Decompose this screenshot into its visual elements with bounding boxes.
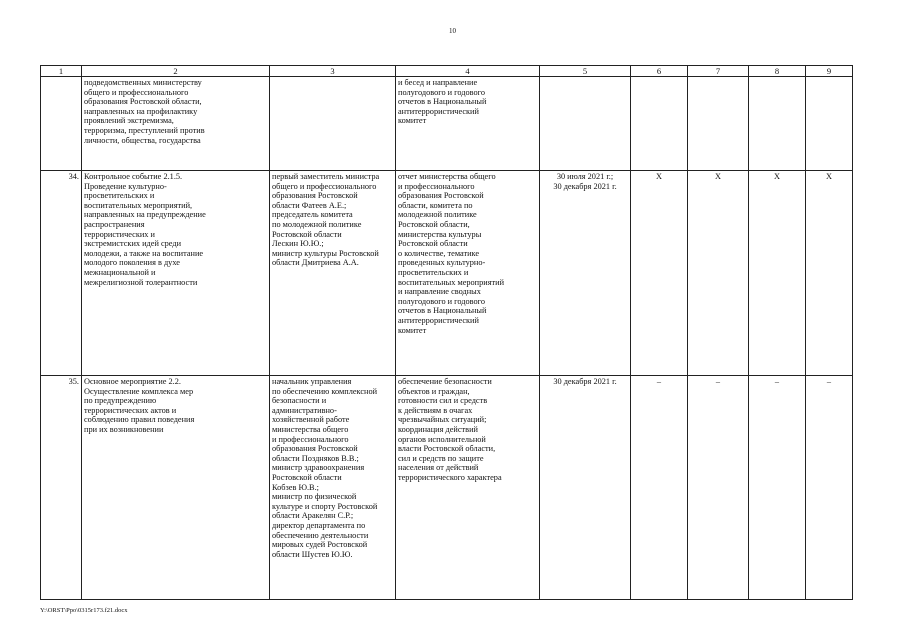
column-header: 1 xyxy=(41,66,82,77)
column-header: 9 xyxy=(806,66,853,77)
col9-value: Х xyxy=(806,171,853,376)
responsible-person: начальник управления по обеспечению комплексной безопасности и административно- хозяйственной работе министерства общего и профессионального образования Ростовской области Поздняков В.В.; министр здравоохранения Ростовской области Кобзев Ю.В.; министр по физической культуре и спорту Ростовской области Аракелян С.Р.; директор департамента по обеспечению деятельности мировых судей Ростовской области Шустев Ю.Ю. xyxy=(270,376,396,600)
table-row xyxy=(41,376,853,600)
table-row xyxy=(41,171,853,376)
col8-value xyxy=(749,77,806,171)
measure-name: Основное мероприятие 2.2. Осуществление комплекса мер по предупреждению террористических актов и соблюдению правил поведения при их возникновении xyxy=(82,376,270,600)
col7-value: – xyxy=(688,376,749,600)
measure-name: Контрольное событие 2.1.5. Проведение культурно- просветительских и воспитательных мероприятий, направленных на предупреждение распространения террористических и экстремистских идей среди молодежи, а также на воспитание молодого поколения в духе межнациональной и межрелигиозной толерантности xyxy=(82,171,270,376)
col8-value: – xyxy=(749,376,806,600)
row-number: 35. xyxy=(41,376,82,600)
responsible-person xyxy=(270,77,396,171)
table-row xyxy=(41,77,853,171)
expected-result: обеспечение безопасности объектов и граждан, готовности сил и средств к действиям в очагах чрезвычайных ситуаций; координация действий органов исполнительной власти Ростовской области, сил и средств по защите населения от действий террористического характера xyxy=(396,376,540,600)
column-header: 5 xyxy=(540,66,631,77)
col9-value: – xyxy=(806,376,853,600)
col8-value: Х xyxy=(749,171,806,376)
expected-result: и бесед и направление полугодового и годового отчетов в Национальный антитеррористический комитет xyxy=(396,77,540,171)
col7-value xyxy=(688,77,749,171)
header-row xyxy=(41,66,853,77)
column-header: 8 xyxy=(749,66,806,77)
measures-table xyxy=(40,65,853,600)
column-header: 3 xyxy=(270,66,396,77)
col6-value: – xyxy=(631,376,688,600)
deadline xyxy=(540,77,631,171)
deadline: 30 июля 2021 г.; 30 декабря 2021 г. xyxy=(540,171,631,376)
responsible-person: первый заместитель министра общего и профессионального образования Ростовской области Фатеев А.Е.; председатель комитета по молодежной политике Ростовской области Лескин Ю.Ю.; министр культуры Ростовской области Дмитриева А.А. xyxy=(270,171,396,376)
file-path-footer: Y:\ORST\Ppo\0315r173.f21.docx xyxy=(40,607,128,614)
expected-result: отчет министерства общего и профессионального образования Ростовской области, комитета по молодежной политике Ростовской области, министерства культуры Ростовской области о количестве, тематике проведенных культурно- просветительских и воспитательных мероприятий и направление сводных полугодового и годового отчетов в Национальный антитеррористический комитет xyxy=(396,171,540,376)
column-header: 6 xyxy=(631,66,688,77)
col7-value: Х xyxy=(688,171,749,376)
measure-name: подведомственных министерству общего и профессионального образования Ростовской области, направленных на профилактику проявлений экстремизма, терроризма, преступлений против личности, общества, государства xyxy=(82,77,270,171)
column-header: 4 xyxy=(396,66,540,77)
col6-value: Х xyxy=(631,171,688,376)
column-header: 7 xyxy=(688,66,749,77)
row-number xyxy=(41,77,82,171)
deadline: 30 декабря 2021 г. xyxy=(540,376,631,600)
column-header: 2 xyxy=(82,66,270,77)
row-number: 34. xyxy=(41,171,82,376)
col6-value xyxy=(631,77,688,171)
col9-value xyxy=(806,77,853,171)
page-number: 10 xyxy=(449,27,456,35)
